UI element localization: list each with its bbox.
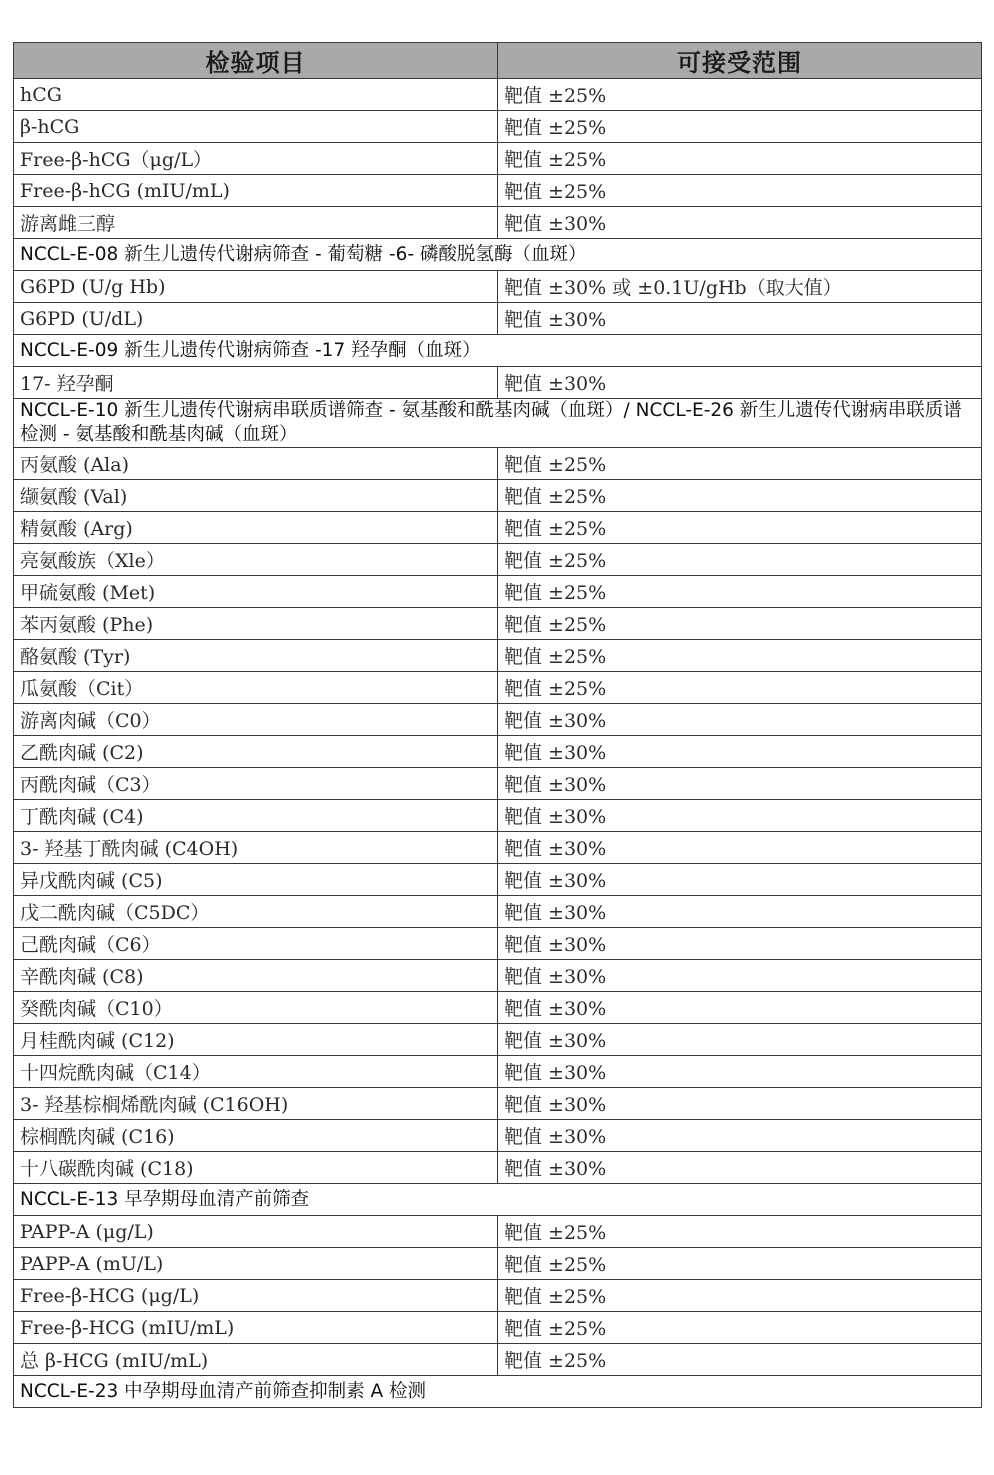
table-row <box>14 480 982 512</box>
test-item-cell: 癸酰肉碱（C10） <box>14 992 498 1024</box>
test-item-cell: β-hCG <box>14 111 498 143</box>
acceptable-range-cell: 靶值 ±25% <box>498 1280 982 1312</box>
test-item-cell: 3- 羟基丁酰肉碱 (C4OH) <box>14 832 498 864</box>
table-row <box>14 608 982 640</box>
table-row <box>14 832 982 864</box>
acceptable-range-cell: 靶值 ±25% <box>498 544 982 576</box>
test-item-cell: 己酰肉碱（C6） <box>14 928 498 960</box>
test-item-cell: 棕榈酰肉碱 (C16) <box>14 1120 498 1152</box>
acceptable-range-cell: 靶值 ±30% <box>498 303 982 335</box>
table-row <box>14 1312 982 1344</box>
table-row <box>14 1152 982 1184</box>
table-row <box>14 143 982 175</box>
test-item-cell: 月桂酰肉碱 (C12) <box>14 1024 498 1056</box>
table-row <box>14 640 982 672</box>
test-item-cell: G6PD (U/dL) <box>14 303 498 335</box>
acceptable-range-cell: 靶值 ±25% <box>498 1216 982 1248</box>
acceptable-range-cell: 靶值 ±30% <box>498 207 982 239</box>
table-row <box>14 992 982 1024</box>
test-item-cell: 甲硫氨酸 (Met) <box>14 576 498 608</box>
acceptable-range-cell: 靶值 ±25% <box>498 1312 982 1344</box>
acceptable-range-cell: 靶值 ±30% <box>498 864 982 896</box>
acceptable-range-cell: 靶值 ±25% <box>498 640 982 672</box>
section-title: NCCL-E-09 新生儿遗传代谢病筛查 -17 羟孕酮（血斑） <box>14 335 982 367</box>
section-row <box>14 335 982 367</box>
header-row <box>14 43 982 79</box>
table-body <box>14 79 982 1408</box>
table-row <box>14 111 982 143</box>
table-row <box>14 928 982 960</box>
table-row <box>14 271 982 303</box>
test-item-cell: 丙酰肉碱（C3） <box>14 768 498 800</box>
test-item-cell: 17- 羟孕酮 <box>14 367 498 399</box>
test-item-cell: PAPP-A (mU/L) <box>14 1248 498 1280</box>
acceptable-range-cell: 靶值 ±30% <box>498 992 982 1024</box>
section-title: NCCL-E-08 新生儿遗传代谢病筛查 - 葡萄糖 -6- 磷酸脱氢酶（血斑） <box>14 239 982 271</box>
section-row <box>14 239 982 271</box>
table-row <box>14 544 982 576</box>
acceptable-range-cell: 靶值 ±30% <box>498 736 982 768</box>
test-item-cell: G6PD (U/g Hb) <box>14 271 498 303</box>
table-row <box>14 768 982 800</box>
test-item-cell: 3- 羟基棕榈烯酰肉碱 (C16OH) <box>14 1088 498 1120</box>
acceptable-range-cell: 靶值 ±30% <box>498 832 982 864</box>
acceptable-range-cell: 靶值 ±30% <box>498 704 982 736</box>
section-title: NCCL-E-13 早孕期母血清产前筛查 <box>14 1184 982 1216</box>
acceptable-range-cell: 靶值 ±25% <box>498 608 982 640</box>
table-row <box>14 79 982 111</box>
acceptable-range-cell: 靶值 ±25% <box>498 672 982 704</box>
header-acceptable-range: 可接受范围 <box>498 43 982 79</box>
acceptable-range-cell: 靶值 ±25% <box>498 512 982 544</box>
test-item-cell: 酪氨酸 (Tyr) <box>14 640 498 672</box>
criteria-table-container <box>13 42 981 1408</box>
test-item-cell: PAPP-A (μg/L) <box>14 1216 498 1248</box>
test-item-cell: 缬氨酸 (Val) <box>14 480 498 512</box>
acceptable-range-cell: 靶值 ±30% <box>498 960 982 992</box>
section-title: NCCL-E-10 新生儿遗传代谢病串联质谱筛查 - 氨基酸和酰基肉碱（血斑）/ NCCL-E-26 新生儿遗传代谢病串联质谱检测 - 氨基酸和酰基肉碱（血斑） <box>14 399 982 448</box>
test-item-cell: 异戊酰肉碱 (C5) <box>14 864 498 896</box>
test-item-cell: Free-β-hCG（μg/L） <box>14 143 498 175</box>
test-item-cell: 苯丙氨酸 (Phe) <box>14 608 498 640</box>
test-item-cell: Free-β-HCG (μg/L) <box>14 1280 498 1312</box>
table-row <box>14 864 982 896</box>
test-item-cell: hCG <box>14 79 498 111</box>
acceptable-range-cell: 靶值 ±30% <box>498 1024 982 1056</box>
test-item-cell: 戊二酰肉碱（C5DC） <box>14 896 498 928</box>
acceptable-range-cell: 靶值 ±30% <box>498 928 982 960</box>
acceptance-criteria-table <box>13 42 982 1408</box>
acceptable-range-cell: 靶值 ±25% <box>498 79 982 111</box>
test-item-cell: 丙氨酸 (Ala) <box>14 448 498 480</box>
section-title: NCCL-E-23 中孕期母血清产前筛查抑制素 A 检测 <box>14 1376 982 1408</box>
section-row <box>14 399 982 448</box>
test-item-cell: 亮氨酸族（Xle） <box>14 544 498 576</box>
table-row <box>14 1056 982 1088</box>
header-test-item: 检验项目 <box>14 43 498 79</box>
test-item-cell: Free-β-hCG (mIU/mL) <box>14 175 498 207</box>
acceptable-range-cell: 靶值 ±25% <box>498 175 982 207</box>
table-row <box>14 1344 982 1376</box>
table-row <box>14 367 982 399</box>
table-row <box>14 896 982 928</box>
test-item-cell: 十八碳酰肉碱 (C18) <box>14 1152 498 1184</box>
acceptable-range-cell: 靶值 ±25% <box>498 1248 982 1280</box>
table-row <box>14 736 982 768</box>
table-row <box>14 1024 982 1056</box>
table-row <box>14 207 982 239</box>
table-row <box>14 1280 982 1312</box>
acceptable-range-cell: 靶值 ±30% <box>498 800 982 832</box>
table-row <box>14 672 982 704</box>
acceptable-range-cell: 靶值 ±30% <box>498 896 982 928</box>
acceptable-range-cell: 靶值 ±30% <box>498 1120 982 1152</box>
acceptable-range-cell: 靶值 ±30% <box>498 1056 982 1088</box>
section-row <box>14 1376 982 1408</box>
table-header <box>14 43 982 79</box>
table-row <box>14 1120 982 1152</box>
acceptable-range-cell: 靶值 ±25% <box>498 448 982 480</box>
table-row <box>14 448 982 480</box>
acceptable-range-cell: 靶值 ±25% <box>498 480 982 512</box>
test-item-cell: 十四烷酰肉碱（C14） <box>14 1056 498 1088</box>
acceptable-range-cell: 靶值 ±25% <box>498 576 982 608</box>
acceptable-range-cell: 靶值 ±30% <box>498 768 982 800</box>
section-row <box>14 1184 982 1216</box>
test-item-cell: 总 β-HCG (mIU/mL) <box>14 1344 498 1376</box>
table-row <box>14 512 982 544</box>
table-row <box>14 1216 982 1248</box>
table-row <box>14 1248 982 1280</box>
acceptable-range-cell: 靶值 ±25% <box>498 111 982 143</box>
acceptable-range-cell: 靶值 ±30% <box>498 1088 982 1120</box>
test-item-cell: 乙酰肉碱 (C2) <box>14 736 498 768</box>
acceptable-range-cell: 靶值 ±25% <box>498 1344 982 1376</box>
test-item-cell: 精氨酸 (Arg) <box>14 512 498 544</box>
table-row <box>14 175 982 207</box>
table-row <box>14 960 982 992</box>
acceptable-range-cell: 靶值 ±30% <box>498 367 982 399</box>
table-row <box>14 800 982 832</box>
acceptable-range-cell: 靶值 ±30% 或 ±0.1U/gHb（取大值） <box>498 271 982 303</box>
test-item-cell: 游离肉碱（C0） <box>14 704 498 736</box>
acceptable-range-cell: 靶值 ±25% <box>498 143 982 175</box>
table-row <box>14 576 982 608</box>
test-item-cell: 瓜氨酸（Cit） <box>14 672 498 704</box>
test-item-cell: 辛酰肉碱 (C8) <box>14 960 498 992</box>
table-row <box>14 303 982 335</box>
table-row <box>14 1088 982 1120</box>
test-item-cell: 丁酰肉碱 (C4) <box>14 800 498 832</box>
table-row <box>14 704 982 736</box>
test-item-cell: Free-β-HCG (mIU/mL) <box>14 1312 498 1344</box>
acceptable-range-cell: 靶值 ±30% <box>498 1152 982 1184</box>
test-item-cell: 游离雌三醇 <box>14 207 498 239</box>
